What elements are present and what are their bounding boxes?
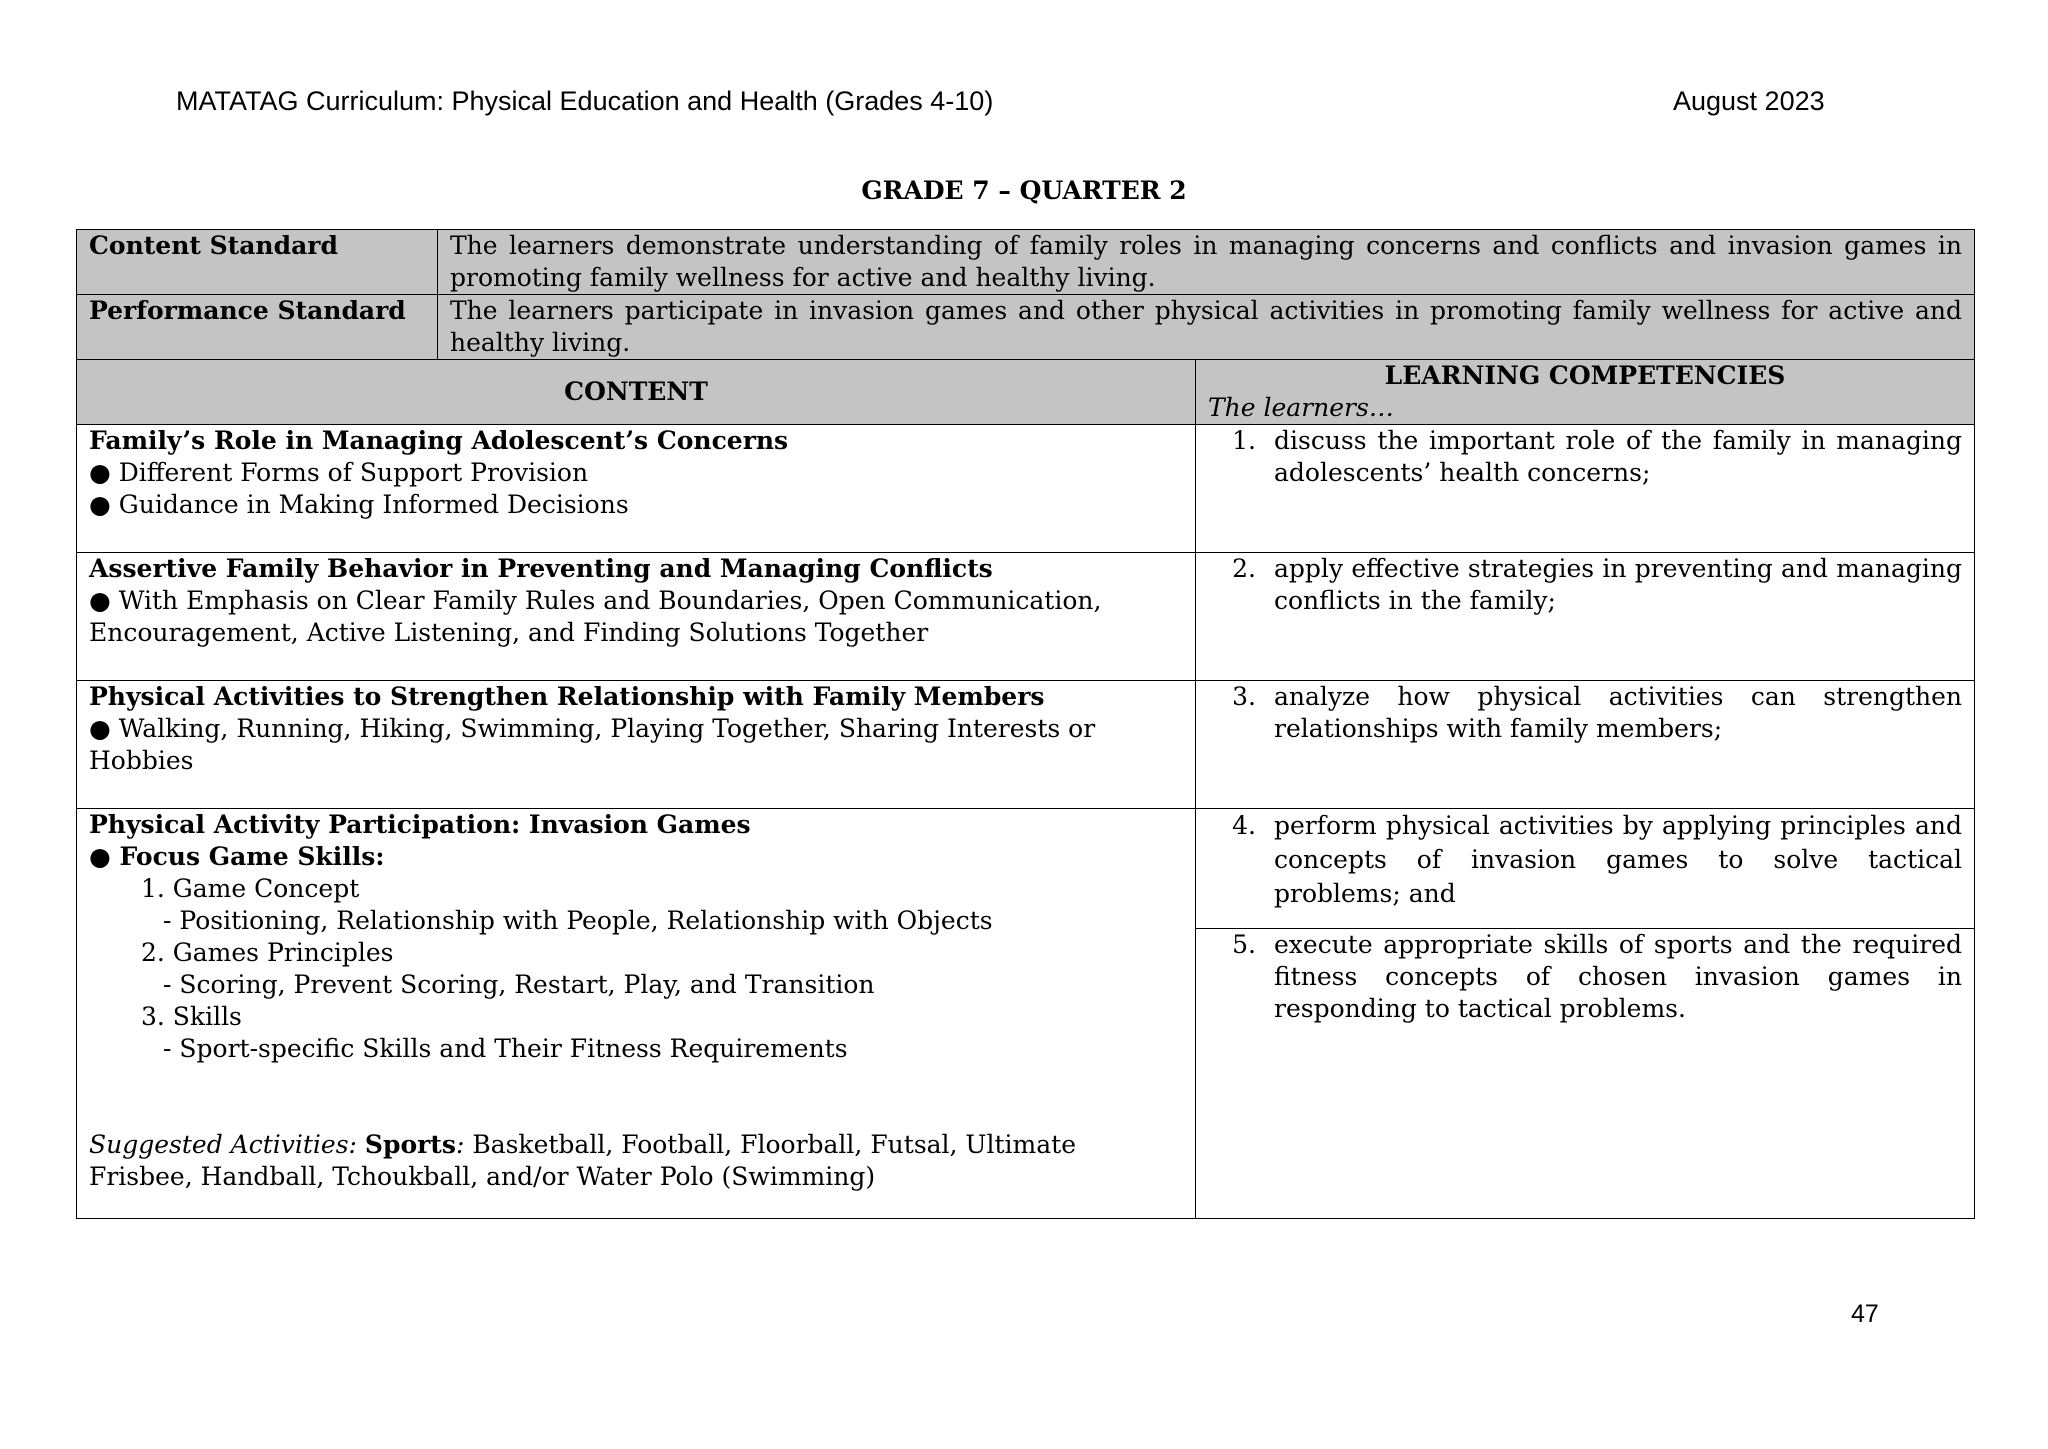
- performance-standard-text: The learners participate in invasion games and other physical activities in promoting family wellness for active and healthy living.: [438, 295, 1975, 360]
- topic-title: Physical Activity Participation: Invasion Games: [89, 810, 751, 839]
- topic-bullet: ● Guidance in Making Informed Decisions: [89, 490, 629, 519]
- topic-title: Assertive Family Behavior in Preventing and Managing Conflicts: [89, 554, 993, 583]
- competency-number: 5.: [1232, 930, 1256, 959]
- focus-skills-heading: ● Focus Game Skills:: [89, 842, 385, 871]
- content-standard-row: [77, 230, 1975, 295]
- content-cell: [77, 809, 1196, 1219]
- content-cell: [77, 425, 1196, 553]
- competency-cell: [1196, 553, 1975, 681]
- topic-bullet: ● Different Forms of Support Provision: [89, 458, 589, 487]
- table-row: [77, 553, 1975, 681]
- content-standard-label: Content Standard: [77, 230, 438, 295]
- skill-item-detail: - Sport-specific Skills and Their Fitness Requirements: [163, 1034, 848, 1063]
- document-header-title: MATATAG Curriculum: Physical Education and Health (Grades 4-10): [176, 86, 994, 116]
- suggested-activities-label: Suggested Activities:: [89, 1130, 357, 1159]
- competency-number: 3.: [1232, 682, 1256, 711]
- competencies-column-header: [1196, 360, 1975, 425]
- document-header-date: August 2023: [1673, 86, 1825, 116]
- sports-label: Sports: [364, 1130, 456, 1159]
- topic-title: Family’s Role in Managing Adolescent’s Concerns: [89, 426, 789, 455]
- competency-cell: [1196, 809, 1975, 929]
- topic-bullet: ● Walking, Running, Hiking, Swimming, Playing Together, Sharing Interests or Hobbies: [89, 714, 1096, 775]
- table-row: [77, 809, 1975, 929]
- column-header-row: [77, 360, 1975, 425]
- competency-cell: [1196, 929, 1975, 1219]
- competency-text: perform physical activities by applying principles and concepts of invasion games to solve tactical problems; and: [1274, 811, 1963, 908]
- table-row: [77, 681, 1975, 809]
- content-cell: [77, 553, 1196, 681]
- competency-text: analyze how physical activities can strengthen relationships with family members;: [1274, 682, 1963, 743]
- page-title: GRADE 7 – QUARTER 2: [861, 176, 1187, 205]
- topic-title: Physical Activities to Strengthen Relationship with Family Members: [89, 682, 1045, 711]
- skill-item-detail: - Positioning, Relationship with People, Relationship with Objects: [163, 906, 993, 935]
- table-row: [77, 425, 1975, 553]
- performance-standard-row: [77, 295, 1975, 360]
- sports-colon: :: [455, 1130, 465, 1159]
- topic-bullet: ● With Emphasis on Clear Family Rules and Boundaries, Open Communication, Encouragement, Active Listening, and Finding Solutions Together: [89, 586, 1102, 647]
- suggested-activities: [89, 1129, 1183, 1193]
- competencies-title: LEARNING COMPETENCIES: [1384, 361, 1786, 390]
- content-cell: [77, 681, 1196, 809]
- content-column-header: CONTENT: [77, 360, 1196, 425]
- content-standard-text: The learners demonstrate understanding of family roles in managing concerns and conflicts and invasion games in promoting family wellness for active and healthy living.: [438, 230, 1975, 295]
- competency-number: 4.: [1232, 811, 1256, 840]
- competency-cell: [1196, 681, 1975, 809]
- competency-text: execute appropriate skills of sports and the required fitness concepts of chosen invasion games in responding to tactical problems.: [1274, 930, 1963, 1023]
- skill-item-detail: - Scoring, Prevent Scoring, Restart, Play, and Transition: [163, 970, 875, 999]
- skill-item-label: 1. Game Concept: [141, 874, 360, 903]
- performance-standard-label: Performance Standard: [77, 295, 438, 360]
- competency-number: 1.: [1232, 426, 1256, 455]
- competency-cell: [1196, 425, 1975, 553]
- skill-item-label: 2. Games Principles: [141, 938, 394, 967]
- curriculum-table: [76, 229, 1975, 1219]
- competency-number: 2.: [1232, 554, 1256, 583]
- competencies-intro: The learners…: [1208, 393, 1394, 422]
- skill-item-label: 3. Skills: [141, 1002, 242, 1031]
- sports-list: Basketball, Football, Floorball, Futsal, Ultimate Frisbee, Handball, Tchoukball, and/or Water Polo (Swimming): [89, 1130, 1076, 1191]
- competency-text: discuss the important role of the family in managing adolescents’ health concerns;: [1274, 426, 1963, 487]
- page-number: 47: [1851, 1300, 1879, 1328]
- competency-text: apply effective strategies in preventing and managing conflicts in the family;: [1274, 554, 1963, 615]
